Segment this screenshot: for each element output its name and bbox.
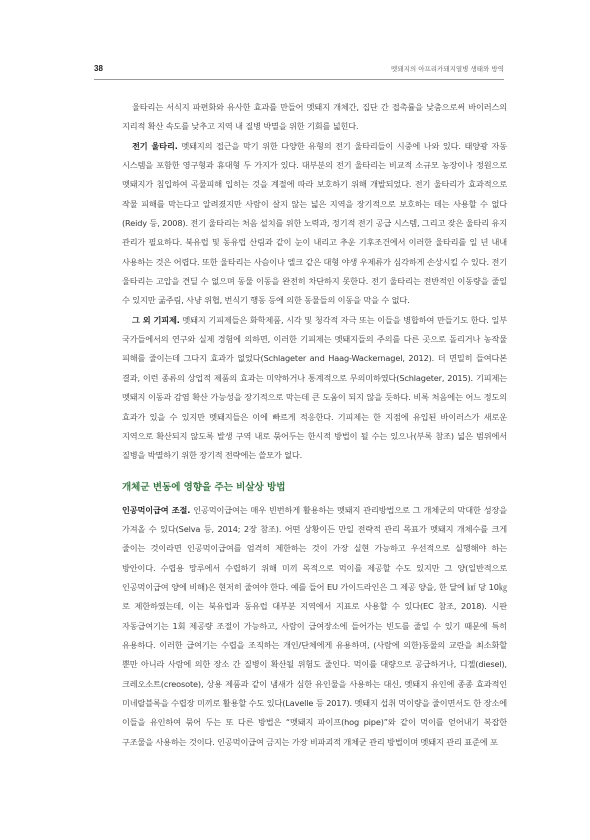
- paragraph-lead: 전기 울타리.: [132, 140, 178, 151]
- paragraph-text: 멧돼지의 접근을 막기 위한 다양한 유형의 전기 울타리들이 시중에 나와 있다. 태양광 자동 시스템을 포함한 영구형과 휴대형 두 가지가 있다. 대부분의 전기 울타리는 비교적 소규모 농장이나 정원으로 멧돼지가 침입하여 곡물피해 입히는 것을 계절에 따라 보호하기 위해 개발되었다. 전기 울타리가 효과적으로 작물 피해를 막는다고 알려졌지만 사람이 살지 않는 넓은 지역을 장기적으로 보호하는 데는 사용할 수 없다(Reidy 등, 2008). 전기 울타리는 처음 설치를 위한 노력과, 정기적 전기 공급 시스템, 그리고 잦은 울타리 유지 관리가 필요하다. 북유럽 및 동유럽 산림과 같이 눈이 내리고 추운 기후조건에서 이러한 울타리를 일 년 내내 사용하는 것은 어렵다. 또한 울타리는 사슴이나 엘크 같은 대형 야생 우제류가 심각하게 손상시킬 수 있다. 전기 울타리는 고압을 견딜 수 없으며 동물 이동을 완전히 차단하지 못한다. 전기 울타리는 전반적인 이동량을 줄일 수 있지만 굶주림, 사냥 위협, 번식기 행동 등에 의한 동물들의 이동을 막을 수 없다.: [122, 140, 507, 306]
- paragraph-feeding-control: [122, 501, 507, 752]
- paragraph-text: 인공먹이급여는 매우 빈번하게 활용하는 멧돼지 관리방법으로 그 개체군의 막대한 성장을 가져올 수 있다(Selva 등, 2014; 2장 참조). 어떤 상황이든 만일 전략적 관리 목표가 멧돼지 개체수를 크게 줄이는 것이라면 인공먹이급여를 엄격히 제한하는 것이 가장 실현 가능하고 우선적으로 실행해야 하는 방안이다. 수렵용 망루에서 수렵하기 위해 미끼 목적으로 먹이를 제공할 수도 있지만 그 양(일반적으로 인공먹이급여 양에 비해)은 현저히 줄여야 한다. 예를 들어 EU 가이드라인은 그 제공 양을, 한 달에 ㎢ 당 10㎏로 제한하였는데, 이는 북유럽과 동유럽 대부분 지역에서 지표로 사용할 수 있다(EC 참조, 2018). 시판 자동급여기는 1회 제공량 조절이 가능하고, 사람이 급여장소에 들어가는 빈도를 줄일 수 있기 때문에 특히 유용하다. 이러한 급여기는 수렵을 조직하는 개인/단체에게 유용하며, (사람에 의한)동물의 교란을 최소화할 뿐만 아니라 사람에 의한 장소 간 질병이 확산될 위험도 줄인다. 먹이를 대량으로 공급하거나, 디젤(diesel), 크레오소트(creosote), 상용 제품과 같이 냄새가 심한 유인물을 사용하는 대신, 멧돼지 유인에 종종 효과적인 미네랄블록을 수렵장 미끼로 활용할 수도 있다(Lavelle 등 2017). 멧돼지 섭취 먹이량을 줄이면서도 한 장소에 이들을 유인하여 묶어 두는 또 다른 방법은 “멧돼지 파이프(hog pipe)”와 같이 먹이를 얻어내기 복잡한 구조물을 사용하는 것이다. 인공먹이급여 금지는 가장 비파괴적 개체군 관리 방법이며 멧돼지 관리 표준에 포: [122, 504, 507, 747]
- body-text: [122, 98, 507, 752]
- running-title: 멧돼지의 아프리카돼지열병 생태와 방역: [391, 65, 504, 73]
- paragraph-text: 울타리는 서식지 파편화와 유사한 효과를 만들어 멧돼지 개체간, 집단 간 접촉률을 낮춤으로써 바이러스의 지리적 확산 속도를 낮추고 지역 내 질병 박멸을 위한 기회를 넓힌다.: [122, 102, 507, 132]
- paragraph-lead: 인공먹이급여 조절.: [122, 504, 191, 515]
- header-rule: [94, 79, 504, 80]
- section-title: 개체군 변동에 영향을 주는 비살상 방법: [122, 481, 286, 493]
- paragraph-lead: 그 외 기피제.: [132, 314, 180, 325]
- page-number: 38: [94, 64, 103, 73]
- paragraph-electric-fence: [122, 137, 507, 311]
- paragraph-intro: [122, 98, 507, 137]
- paragraph-text: 멧돼지 기피제들은 화학제품, 시각 및 청각적 자극 또는 이들을 병합하여 만들기도 한다. 일부 국가들에서의 연구와 실제 경험에 의하면, 이러한 기피제는 멧돼지들의 주의를 다른 곳으로 돌리거나 농작물 피해를 줄이는데 그다지 효과가 없었다(Schlageter and Haag-Wackernagel, 2012). 더 면밀히 들여다본 결과, 이런 종류의 상업적 제품의 효과는 미약하거나 통계적으로 무의미하였다(Schlageter, 2015). 기피제는 멧돼지 이동과 감염 확산 가능성을 장기적으로 막는데 큰 도움이 되지 않을 듯하다. 비록 처음에는 어느 정도의 효과가 있을 수 있지만 멧돼지들은 이에 빠르게 적응한다. 기피제는 한 지점에 유입된 바이러스가 새로운 지역으로 확산되지 않도록 발생 구역 내로 묶어두는 한시적 방법이 될 수는 있으나(부록 참조) 넓은 범위에서 질병을 박멸하기 위한 장기적 전략에는 쓸모가 없다.: [122, 314, 507, 461]
- paragraph-repellents: [122, 311, 507, 466]
